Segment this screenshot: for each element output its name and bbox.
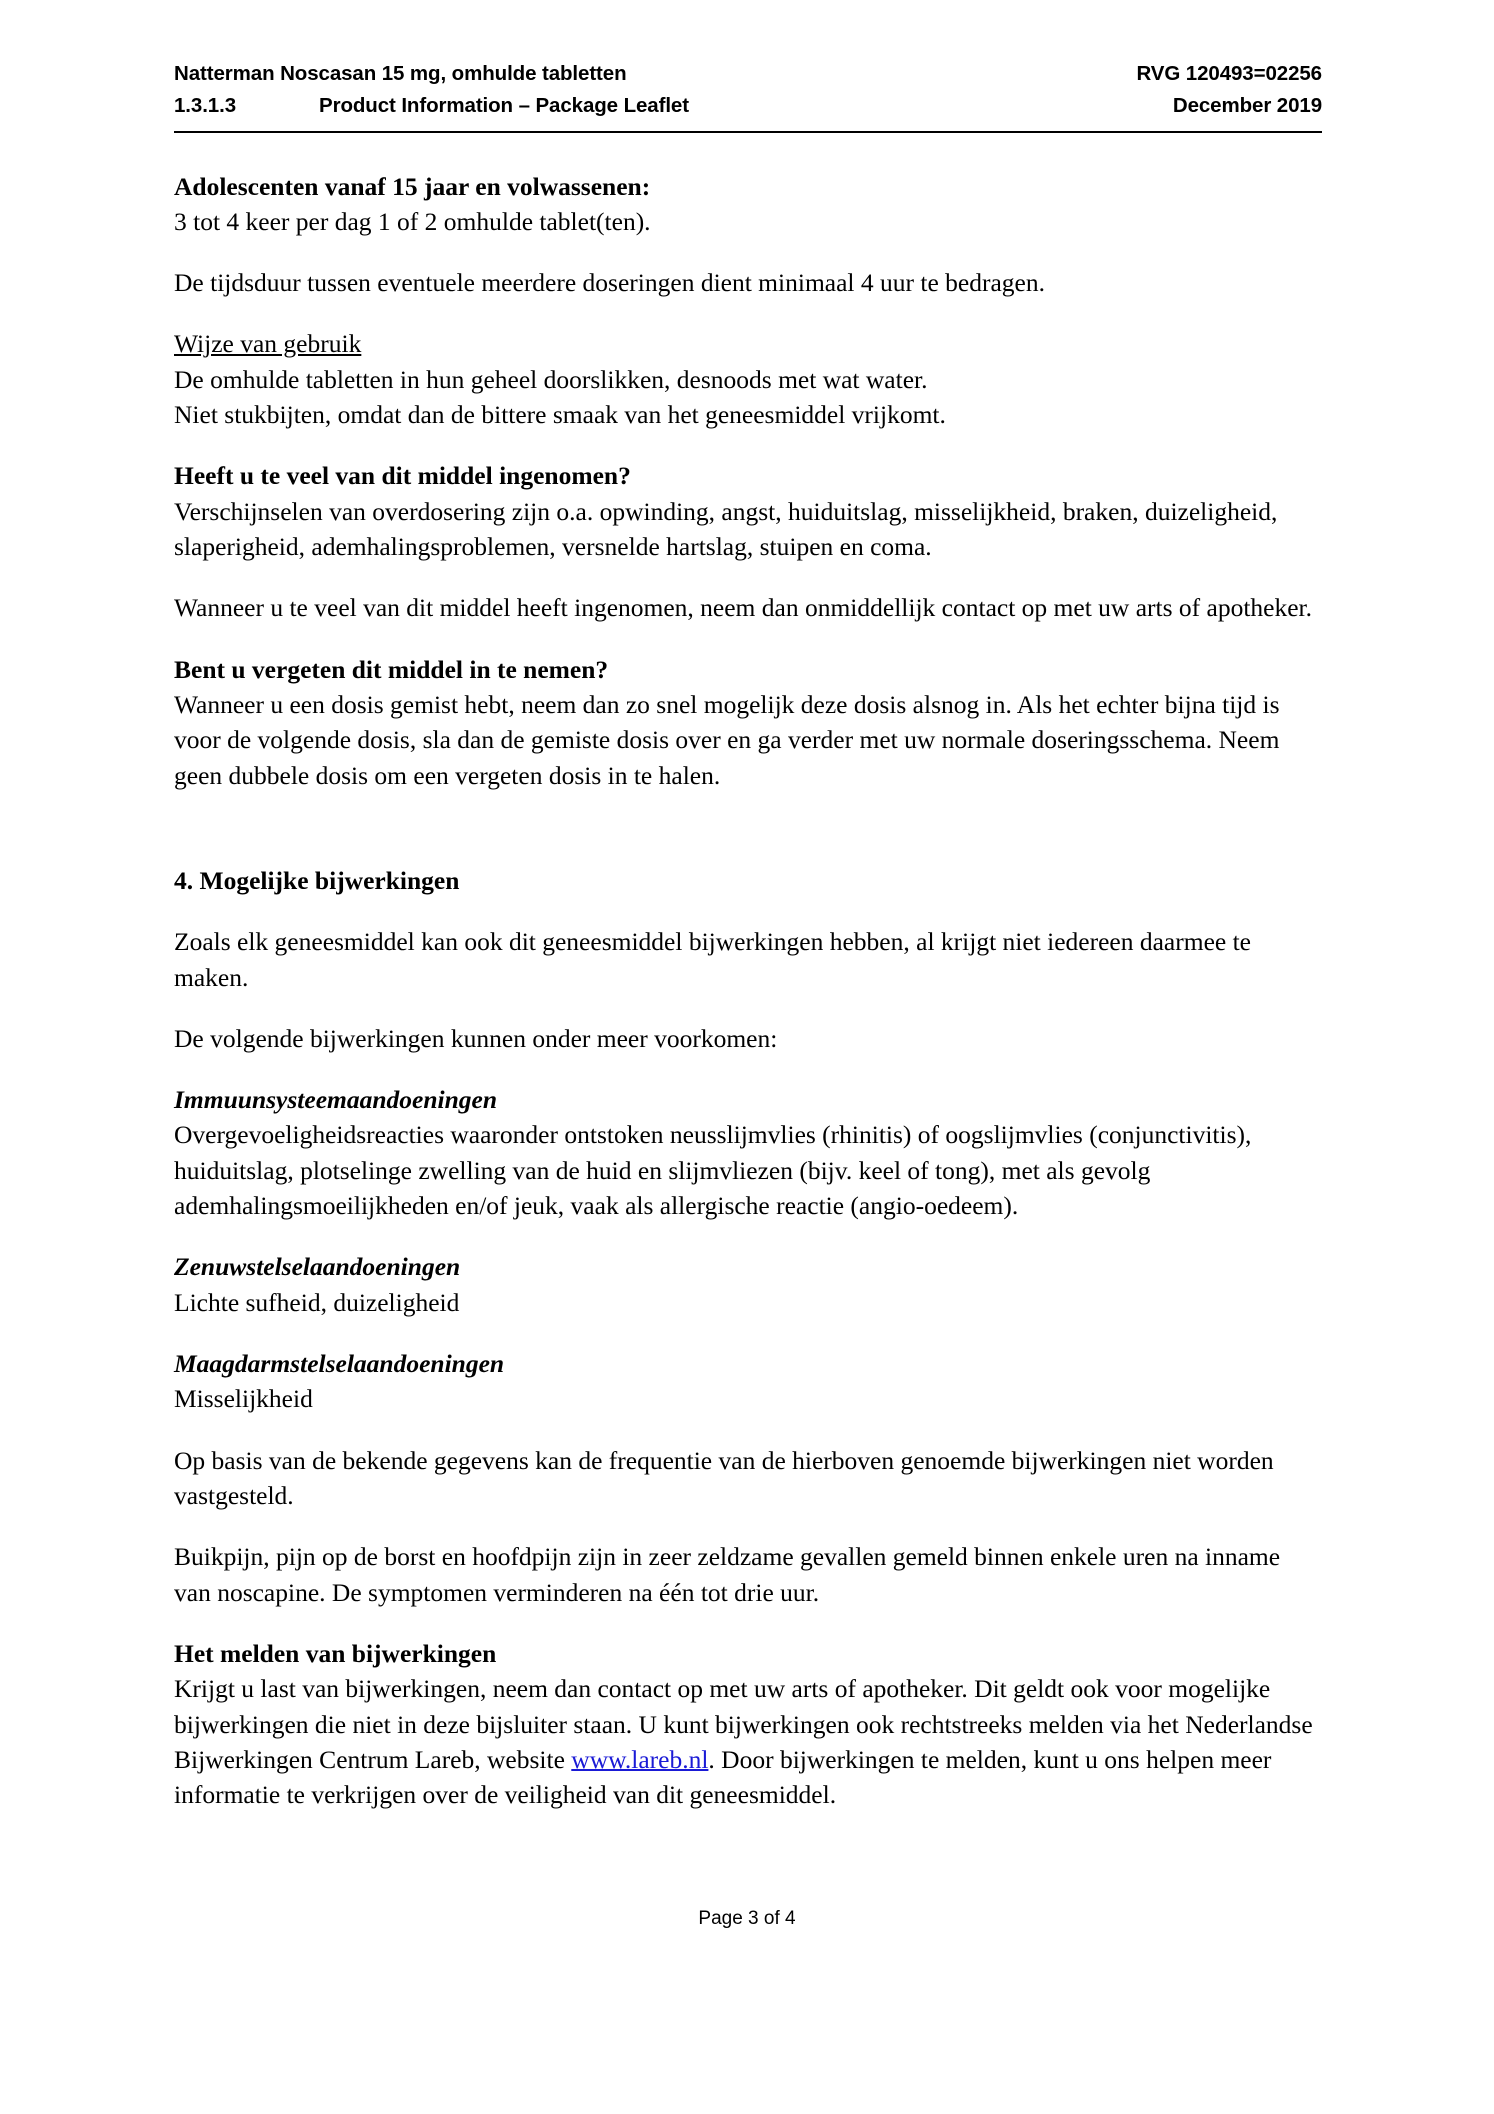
document-type: Product Information – Package Leaflet [319,93,689,117]
reporting-block [174,1636,1322,1813]
reporting-text [174,1671,1322,1812]
nervous-text: Lichte sufheid, duizeligheid [174,1287,460,1317]
immune-text: Overgevoeligheidsreacties waaronder ontstoken neusslijmvlies (rhinitis) of oogslijmvlies (conjunctivitis), huiduitslag, plotselinge zwelling van de huid en slijmvliezen (bijv. keel of tong), met als gevolg ademhalingsmoeilijkheden en/of jeuk, vaak als allergische reactie (angio-oedeem). [174,1120,1252,1221]
dosing-block [174,169,1322,240]
interval-block [174,265,1322,300]
document-body [174,169,1322,1813]
page-content [174,0,1322,1838]
section4-heading: 4. Mogelijke bijwerkingen [174,865,460,895]
reporting-heading: Het melden van bijwerkingen [174,1638,497,1668]
missed-dose-text: Wanneer u een dosis gemist hebt, neem dan zo snel mogelijk deze dosis alsnog in. Als het echter bijna tijd is voor de volgende dosis, sla dan de gemiste dosis over en ga verder met uw normale doseringsschema. Neem geen dubbele dosis om een vergeten dosis in te halen. [174,689,1280,790]
rare-effects-text: Buikpijn, pijn op de borst en hoofdpijn zijn in zeer zeldzame gevallen gemeld binnen enkele uren na inname van noscapine. De symptomen verminderen na één tot drie uur. [174,1542,1281,1607]
usage-line-1: De omhulde tabletten in hun geheel doorslikken, desnoods met wat water. [174,364,928,394]
immune-heading: Immuunsysteemaandoeningen [174,1085,498,1115]
section4-lead: De volgende bijwerkingen kunnen onder meer voorkomen: [174,1023,778,1053]
registration-number: RVG 120493=02256 [1136,62,1322,85]
gastro-block [174,1346,1322,1417]
page-number-label: Page 3 of 4 [698,1908,796,1929]
header-row-top [174,58,1322,90]
overdose-heading: Heeft u te veel van dit middel ingenomen? [174,461,631,491]
frequency-block [174,1443,1322,1514]
section-code: 1.3.1.3 [174,93,236,117]
missed-dose-block [174,652,1322,793]
usage-heading: Wijze van gebruik [174,329,362,359]
document-footer [0,1908,1494,1930]
dosing-text: 3 tot 4 keer per dag 1 of 2 omhulde tablet(ten). [174,206,651,236]
overdose-text: Verschijnselen van overdosering zijn o.a. opwinding, angst, huiduitslag, misselijkheid, braken, duizeligheid, slaperigheid, ademhalingsproblemen, versnelde hartslag, stuipen en coma. [174,496,1278,562]
section-spacer [174,819,1322,863]
overdose-block [174,458,1322,564]
header-left-group [174,90,689,122]
missed-dose-heading: Bent u vergeten dit middel in te nemen? [174,654,609,684]
document-header [174,0,1322,133]
section4-intro-block [174,924,1322,995]
frequency-text: Op basis van de bekende gegevens kan de frequentie van de hierboven genoemde bijwerkingen niet worden vastgesteld. [174,1445,1274,1510]
overdose-advice: Wanneer u te veel van dit middel heeft ingenomen, neem dan onmiddellijk contact op met uw arts of apotheker. [174,593,1312,623]
interval-text: De tijdsduur tussen eventuele meerdere doseringen dient minimaal 4 uur te bedragen. [174,268,1045,298]
usage-block [174,326,1322,432]
header-row-bottom [174,90,1322,122]
rare-effects-block [174,1539,1322,1610]
overdose-advice-block [174,590,1322,625]
header-divider [174,131,1322,133]
immune-block [174,1082,1322,1223]
reporting-text-part1: Krijgt u last van bijwerkingen, neem dan contact op met uw arts of apotheker. Dit geldt ook voor mogelijke bijwerkingen die niet in deze bijsluiter staan. U kunt bijwerkingen ook rechtstreeks melden via het Nederlandse Bijwerkingen Centrum Lareb, website [174,1674,1313,1774]
nervous-heading: Zenuwstelselaandoeningen [174,1252,461,1282]
section4-intro: Zoals elk geneesmiddel kan ook dit geneesmiddel bijwerkingen hebben, al krijgt niet iedereen daarmee te maken. [174,927,1251,992]
gastro-text: Misselijkheid [174,1384,313,1414]
document-date: December 2019 [1172,93,1322,117]
nervous-block [174,1249,1322,1320]
dosing-heading: Adolescenten vanaf 15 jaar en volwassenen: [174,171,651,201]
reporting-text-part2: . Door bijwerkingen te melden, kunt u ons helpen meer informatie te verkrijgen over de veiligheid van dit geneesmiddel. [174,1744,1272,1810]
lareb-website-link[interactable]: www.lareb.nl [571,1744,709,1774]
gastro-heading: Maagdarmstelselaandoeningen [174,1349,505,1379]
section4-lead-block [174,1021,1322,1056]
section4-heading-block [174,863,1322,898]
usage-line-2: Niet stukbijten, omdat dan de bittere smaak van het geneesmiddel vrijkomt. [174,400,946,430]
product-title: Natterman Noscasan 15 mg, omhulde tabletten [174,62,627,85]
